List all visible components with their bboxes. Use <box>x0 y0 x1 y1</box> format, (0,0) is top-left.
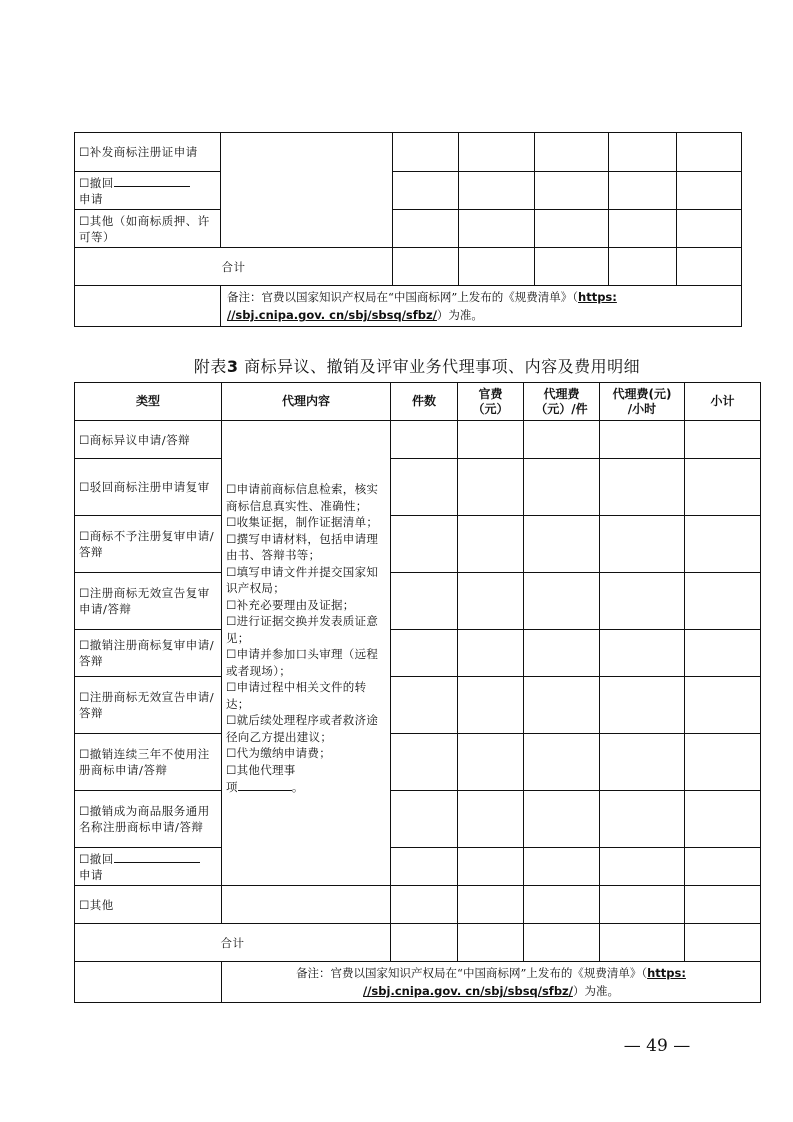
row-label: ☐撤回 申请 <box>75 848 222 886</box>
total-row <box>75 248 742 286</box>
col-header-count: 件数 <box>391 383 458 421</box>
content-item: ☐补充必要理由及证据； <box>226 597 355 612</box>
total-label: 合计 <box>75 924 391 962</box>
content-item: ☐撰写申请材料，包括申请理由书、答辩书等； <box>226 531 379 562</box>
table-row <box>75 210 742 248</box>
row-label: ☐其他 <box>75 886 222 924</box>
content-item: ☐代为缴纳申请费； <box>226 746 332 760</box>
row-label: ☐撤销注册商标复审申请/答辩 <box>75 630 222 677</box>
table-row <box>75 791 761 848</box>
row-label: ☐驳回商标注册申请复审 <box>75 459 222 516</box>
table-row <box>75 734 761 791</box>
agency-content-list <box>222 421 391 886</box>
content-item: ☐申请过程中相关文件的转达； <box>226 680 367 711</box>
table-row <box>75 677 761 734</box>
col-header-official-fee: 官费 （元） <box>458 383 524 421</box>
table-title: 附表3 商标异议、撤销及评审业务代理事项、内容及费用明细 <box>193 357 641 376</box>
content-cell <box>221 133 393 248</box>
content-item: ☐就后续处理程序或者救济途径向乙方提出建议； <box>226 713 379 744</box>
col-header-hourly-fee: 代理费(元) /小时 <box>600 383 685 421</box>
table-row <box>75 421 761 459</box>
col-header-agent-fee: 代理费 （元）/件 <box>524 383 600 421</box>
content-item: ☐填写申请文件并提交国家知识产权局； <box>226 564 379 595</box>
content-item: ☐进行证据交换并发表质证意见； <box>226 614 379 645</box>
note-row <box>75 286 742 327</box>
table-row <box>75 573 761 630</box>
row-label: ☐撤销成为商品服务通用名称注册商标申请/答辩 <box>75 791 222 848</box>
table-row <box>75 516 761 573</box>
content-item: ☐申请前商标信息检索，核实商标信息真实性、准确性； <box>226 482 379 513</box>
note-url: //sbj.cnipa.gov. cn/sbj/sbsq/sfbz/ <box>363 984 573 998</box>
table-row <box>75 886 761 924</box>
page-number: — 49 — <box>623 1036 691 1056</box>
table-row <box>75 459 761 516</box>
note-url: https: <box>647 966 686 980</box>
table-row <box>75 848 761 886</box>
note-row <box>75 962 761 1003</box>
row-label: ☐注册商标无效宣告复审申请/答辩 <box>75 573 222 630</box>
row-label: ☐撤销连续三年不使用注册商标申请/答辩 <box>75 734 222 791</box>
col-header-type: 类型 <box>75 383 222 421</box>
col-header-subtotal: 小计 <box>685 383 761 421</box>
blank-line <box>114 850 200 863</box>
content-item: ☐申请并参加口头审理（远程或者现场）； <box>226 647 379 678</box>
note-url: //sbj.cnipa.gov. cn/sbj/sbsq/sfbz/ <box>227 308 437 322</box>
note-url: https: <box>578 290 617 304</box>
table-row <box>75 630 761 677</box>
row-label: ☐其他（如商标质押、许可等） <box>75 210 221 248</box>
table-row <box>75 172 742 210</box>
col-header-content: 代理内容 <box>222 383 391 421</box>
total-row <box>75 924 761 962</box>
note-text: 备注：官费以国家知识产权局在“中国商标网”上发布的《规费清单》（https: //sbj.cnipa.gov. cn/sbj/sbsq/sfbz/）为准。 <box>222 962 761 1003</box>
row-label: ☐撤回 申请 <box>75 172 221 210</box>
row-label: ☐商标异议申请/答辩 <box>75 421 222 459</box>
row-label: ☐商标不予注册复审申请/答辩 <box>75 516 222 573</box>
table-row <box>75 133 742 172</box>
row-label: ☐注册商标无效宣告申请/答辩 <box>75 677 222 734</box>
content-item-last: 项 。 <box>226 780 304 794</box>
row-label: ☐补发商标注册证申请 <box>75 133 221 172</box>
blank-line <box>114 174 190 187</box>
fee-table-opposition <box>74 382 761 1003</box>
content-item: ☐其他代理事 <box>226 762 296 777</box>
blank-line <box>238 778 292 791</box>
note-text: 备注：官费以国家知识产权局在“中国商标网”上发布的《规费清单》（https: //sbj.cnipa.gov. cn/sbj/sbsq/sfbz/）为准。 <box>221 286 742 327</box>
content-item: ☐收集证据，制作证据清单； <box>226 515 379 529</box>
total-label: 合计 <box>75 248 393 286</box>
header-row <box>75 383 761 421</box>
fee-table-continued <box>74 132 742 327</box>
